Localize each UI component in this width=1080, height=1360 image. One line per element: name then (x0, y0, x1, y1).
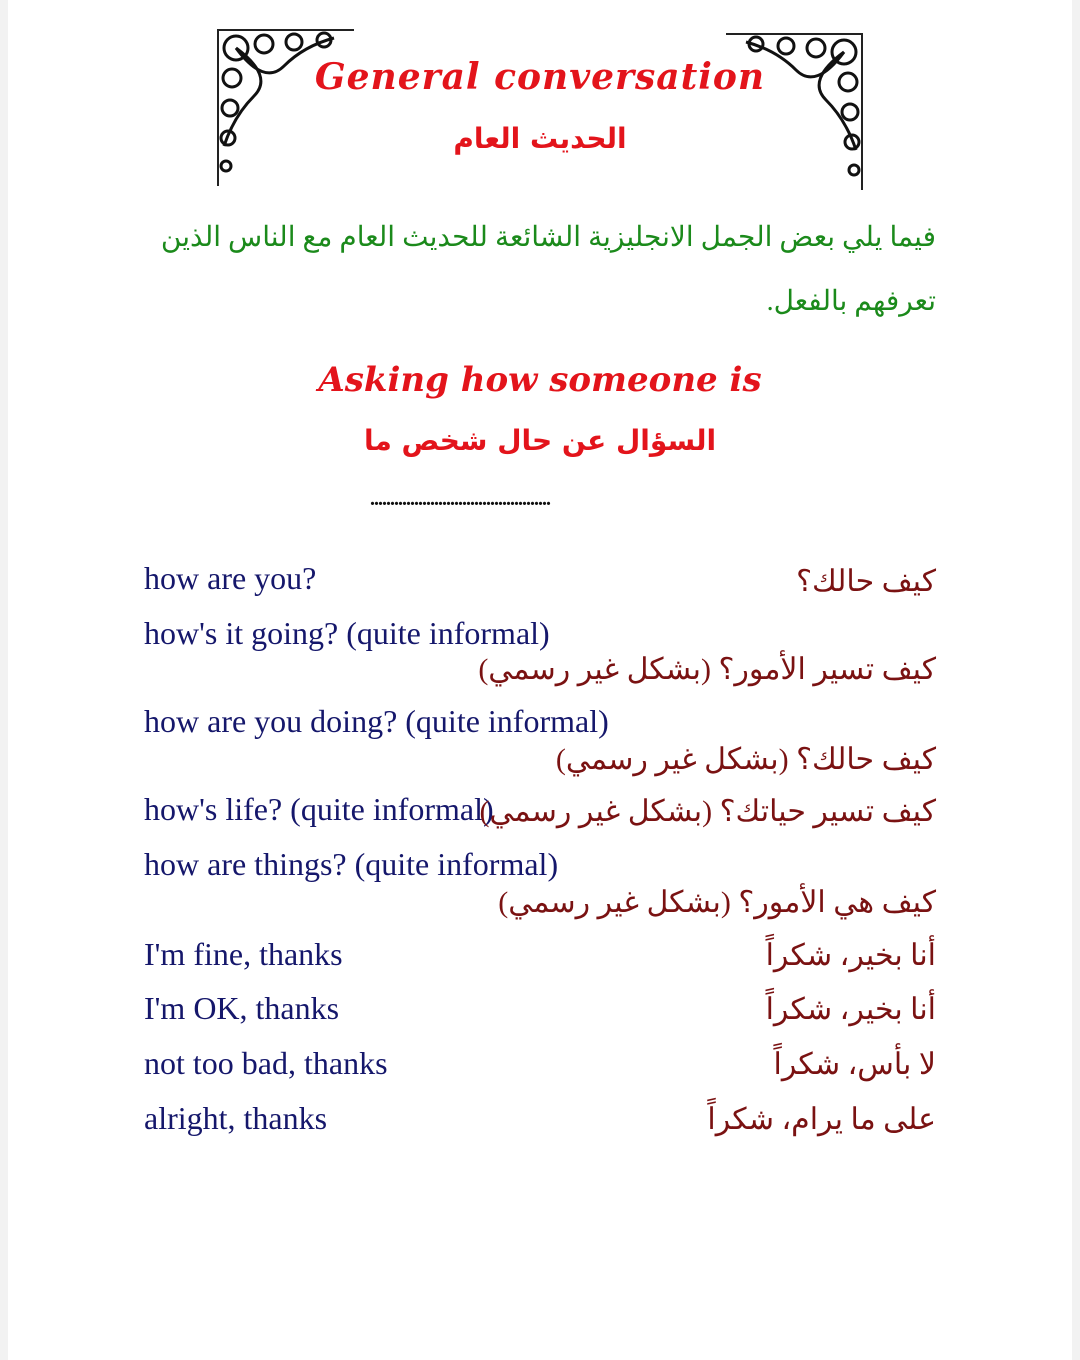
phrase-en: how are you? (144, 560, 317, 596)
phrase-en: alright, thanks (144, 1100, 328, 1136)
dotted-divider: ............................................. (370, 488, 550, 510)
section-heading: Asking how someone is (318, 360, 762, 400)
phrase-en: how's life? (quite informal) (144, 791, 494, 827)
page-title-arabic: الحديث العام (453, 122, 627, 155)
phrase-ar: كيف تسير حياتك؟ (بشكل غير رسمي) (479, 795, 936, 828)
phrase-ar: أنا بخير، شكراً (765, 939, 936, 972)
phrase-ar: على ما يرام، شكراً (707, 1103, 936, 1136)
page-title: General conversation (314, 56, 766, 98)
phrase-en: how are things? (quite informal) (144, 846, 559, 882)
phrase-ar: كيف تسير الأمور؟ (بشكل غير رسمي) (478, 653, 936, 686)
phrase-en: I'm OK, thanks (144, 990, 340, 1026)
section-heading-arabic: السؤال عن حال شخص ما (363, 424, 717, 457)
phrase-en: how's it going? (quite informal) (144, 615, 550, 651)
ornament-corner-right-icon (716, 30, 866, 190)
phrase-en: not too bad, thanks (144, 1045, 388, 1081)
phrase-ar: كيف حالك؟ (796, 565, 936, 598)
phrase-en: I'm fine, thanks (144, 936, 343, 972)
phrase-ar: كيف هي الأمور؟ (بشكل غير رسمي) (498, 886, 936, 919)
intro-line-1: فيما يلي بعض الجمل الانجليزية الشائعة للحديث العام مع الناس الذين (160, 222, 936, 253)
phrase-ar: كيف حالك؟ (بشكل غير رسمي) (555, 743, 936, 776)
ornament-corner-left-icon (214, 26, 364, 186)
phrase-en: how are you doing? (quite informal) (144, 703, 609, 739)
phrase-ar: أنا بخير، شكراً (765, 993, 936, 1026)
phrase-ar: لا بأس، شكراً (773, 1048, 936, 1081)
intro-line-2: تعرفهم بالفعل. (766, 286, 936, 317)
